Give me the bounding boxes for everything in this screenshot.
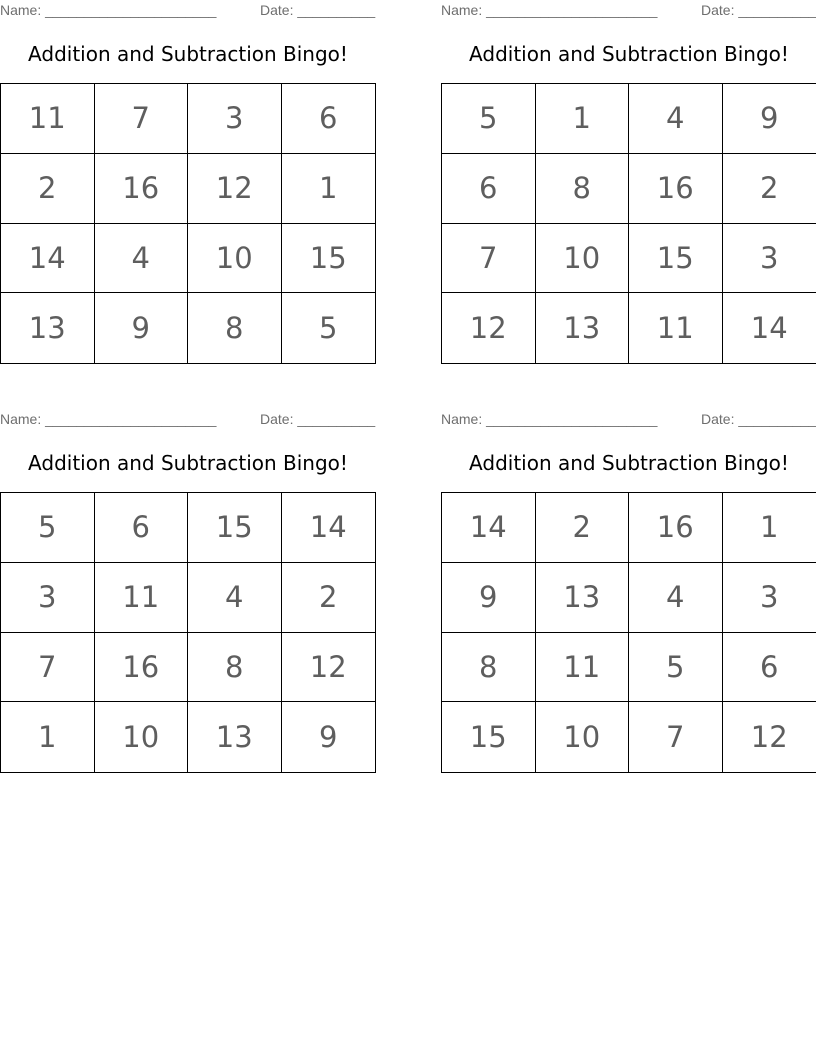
bingo-cell: 16	[629, 154, 723, 224]
card-title: Addition and Subtraction Bingo!	[469, 42, 789, 66]
date-field[interactable]: Date: __________	[701, 411, 816, 427]
bingo-cell: 12	[750, 720, 788, 755]
bingo-cell: 12	[442, 293, 536, 363]
bingo-cell: 11	[1, 84, 95, 154]
name-date-line	[441, 411, 816, 429]
bingo-cell: 1	[282, 154, 376, 224]
bingo-cell: 7	[629, 702, 723, 772]
bingo-cell: 14	[442, 493, 536, 563]
bingo-cell: 1	[536, 84, 630, 154]
bingo-cell: 6	[442, 154, 536, 224]
bingo-cell: 3	[1, 563, 95, 633]
bingo-cell: 4	[629, 84, 723, 154]
date-field[interactable]: Date: __________	[701, 2, 816, 18]
bingo-cell: 12	[282, 633, 376, 703]
name-field[interactable]: Name: ______________________	[441, 411, 658, 427]
bingo-cell: 6	[723, 633, 816, 703]
name-date-line	[0, 2, 376, 20]
bingo-card-2	[441, 0, 816, 375]
name-date-line	[0, 411, 376, 429]
bingo-cell: 10	[95, 702, 189, 772]
bingo-cell: 16	[95, 154, 189, 224]
bingo-cell: 2	[282, 563, 376, 633]
bingo-cell: 3	[723, 224, 816, 294]
bingo-cell: 7	[95, 84, 189, 154]
name-field[interactable]: Name: ______________________	[441, 2, 658, 18]
bingo-cell: 6	[282, 84, 376, 154]
bingo-cell: 13	[536, 563, 630, 633]
bingo-cell: 12	[188, 154, 282, 224]
bingo-cell: 1	[723, 493, 816, 563]
bingo-cell: 2	[536, 493, 630, 563]
bingo-cell: 7	[442, 224, 536, 294]
card-title: Addition and Subtraction Bingo!	[469, 451, 789, 475]
bingo-cell: 9	[95, 293, 189, 363]
bingo-cell: 9	[319, 720, 338, 755]
bingo-cell: 16	[629, 493, 723, 563]
bingo-cell: 13	[1, 293, 95, 363]
date-field[interactable]: Date: __________	[260, 2, 376, 18]
bingo-grid	[441, 83, 816, 364]
bingo-cell: 5	[319, 311, 338, 346]
bingo-cell: 4	[188, 563, 282, 633]
bingo-grid	[0, 492, 376, 773]
bingo-cell: 8	[188, 293, 282, 363]
bingo-cell: 3	[188, 84, 282, 154]
bingo-card-3	[0, 409, 376, 784]
bingo-cell: 5	[1, 493, 95, 563]
bingo-cell: 5	[442, 84, 536, 154]
date-field[interactable]: Date: __________	[260, 411, 376, 427]
bingo-cell: 15	[629, 224, 723, 294]
bingo-grid	[441, 492, 816, 773]
name-field[interactable]: Name: ______________________	[0, 2, 217, 18]
bingo-cell: 10	[536, 224, 630, 294]
bingo-cell: 11	[536, 633, 630, 703]
name-field[interactable]: Name: ______________________	[0, 411, 217, 427]
name-date-line	[441, 2, 816, 20]
bingo-cell: 10	[188, 224, 282, 294]
bingo-cell: 3	[723, 563, 816, 633]
bingo-cell: 1	[1, 702, 95, 772]
bingo-cell: 13	[536, 293, 630, 363]
bingo-cell: 15	[442, 702, 536, 772]
bingo-cell: 10	[536, 702, 630, 772]
bingo-cell: 8	[442, 633, 536, 703]
bingo-cell: 5	[629, 633, 723, 703]
bingo-cell: 7	[1, 633, 95, 703]
bingo-cell: 11	[95, 563, 189, 633]
bingo-cell: 14	[1, 224, 95, 294]
bingo-cell: 6	[95, 493, 189, 563]
bingo-cell: 13	[188, 702, 282, 772]
bingo-cell: 14	[282, 493, 376, 563]
bingo-cell: 2	[1, 154, 95, 224]
bingo-card-4	[441, 409, 816, 784]
bingo-cell: 8	[536, 154, 630, 224]
bingo-cell: 11	[629, 293, 723, 363]
bingo-cell: 9	[442, 563, 536, 633]
bingo-grid	[0, 83, 376, 364]
bingo-cell: 15	[188, 493, 282, 563]
bingo-cell: 15	[282, 224, 376, 294]
bingo-cell: 16	[95, 633, 189, 703]
card-title: Addition and Subtraction Bingo!	[28, 451, 348, 475]
bingo-cell: 4	[95, 224, 189, 294]
bingo-cell: 2	[723, 154, 816, 224]
card-title: Addition and Subtraction Bingo!	[28, 42, 348, 66]
bingo-cell: 4	[629, 563, 723, 633]
bingo-card-1	[0, 0, 376, 375]
bingo-cell: 14	[750, 311, 788, 346]
bingo-cell: 8	[188, 633, 282, 703]
bingo-cell: 9	[723, 84, 816, 154]
